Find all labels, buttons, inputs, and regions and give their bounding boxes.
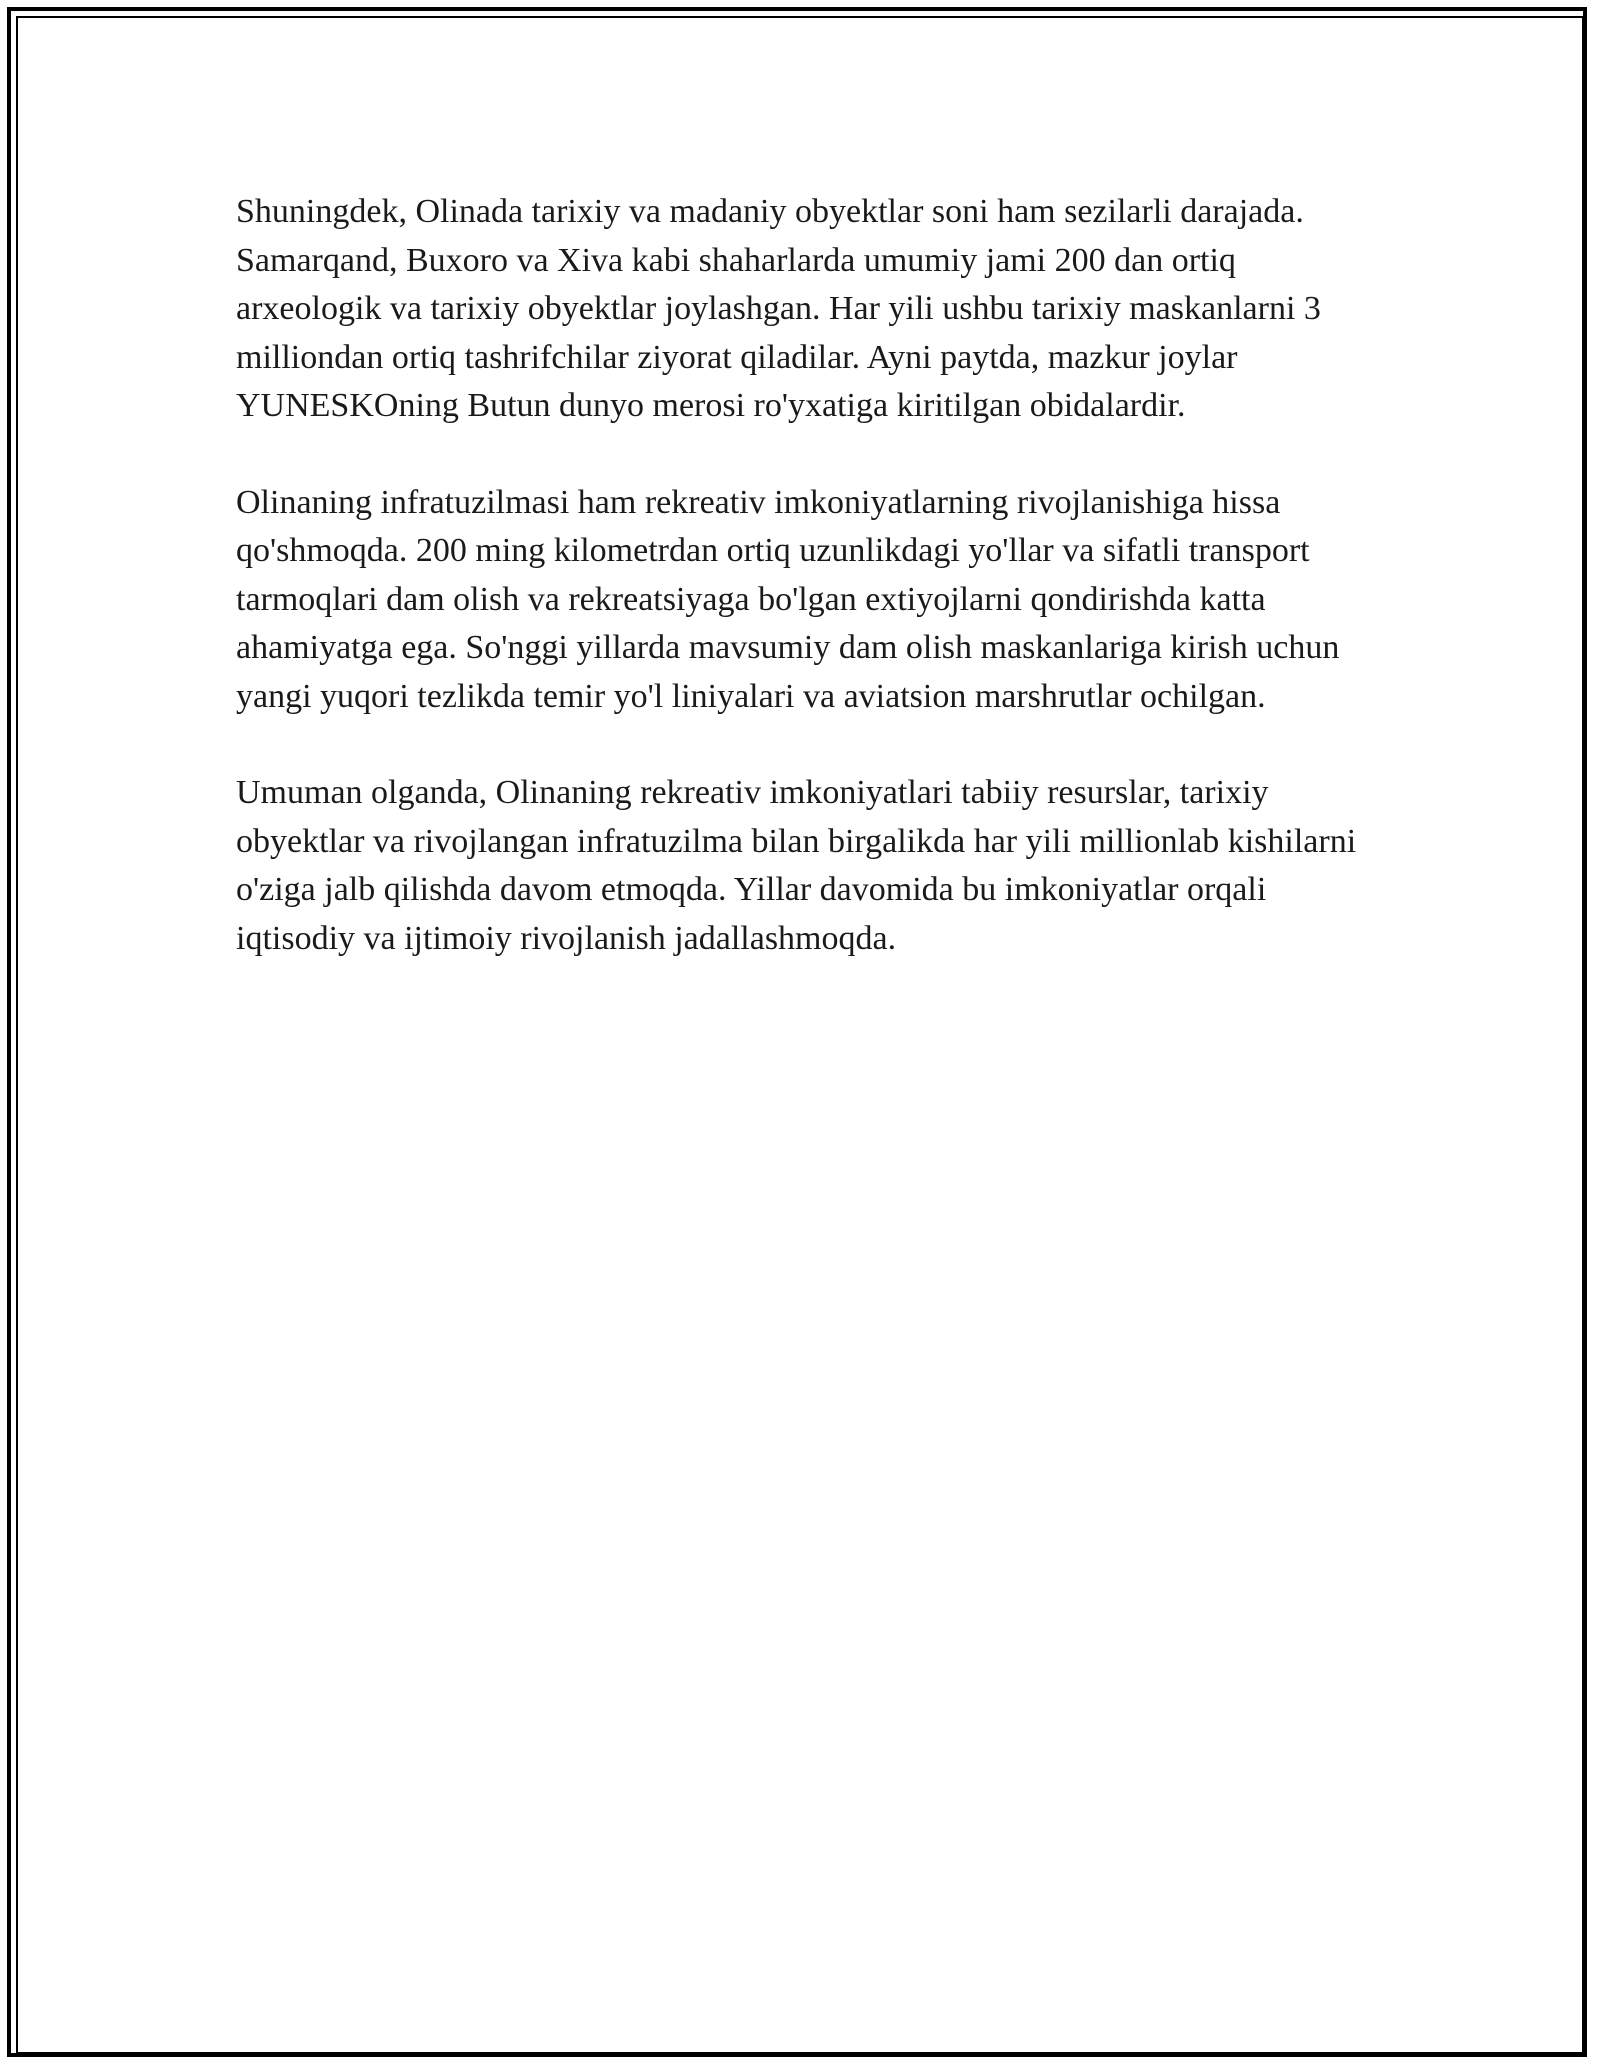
paragraph-infrastructure: Olinaning infratuzilmasi ham rekreativ imkoniyatlarning rivojlanishiga hissa qo'shmoqda. 200 ming kilometrdan ortiq uzunlikdagi yo'llar va sifatli transport tarmoqlari dam olish va rekreatsiyaga bo'lgan extiyojlarni qondirishda katta ahamiyatga ega. So'nggi yillarda mavsumiy dam olish maskanlariga kirish uchun yangi yuqori tezlikda temir yo'l liniyalari va aviatsion marshrutlar ochilgan. [236, 483, 1340, 715]
paragraph-heritage-sites: Shuningdek, Olinada tarixiy va madaniy obyektlar soni ham sezilarli darajada. Samarqand, Buxoro va Xiva kabi shaharlarda umumiy jami 200 dan ortiq arxeologik va tarixiy obyektlar joylashgan. Har yili ushbu tarixiy maskanlarni 3 milliondan ortiq tashrifchilar ziyorat qiladilar. Ayni paytda, mazkur joylar YUNESKOning Butun dunyo merosi ro'yxatiga kiritilgan obidalardir. [236, 193, 1321, 424]
paragraph-conclusion: Umuman olganda, Olinaning rekreativ imkoniyatlari tabiiy resurslar, tarixiy obyektlar va rivojlangan infratuzilma bilan birgalikda har yili millionlab kishilarni o'ziga jalb qilishda davom etmoqda. Yillar davomida bu imkoniyatlar orqali iqtisodiy va ijtimoiy rivojlanish jadallashmoqda. [236, 774, 1357, 957]
document-body [236, 188, 1386, 1011]
